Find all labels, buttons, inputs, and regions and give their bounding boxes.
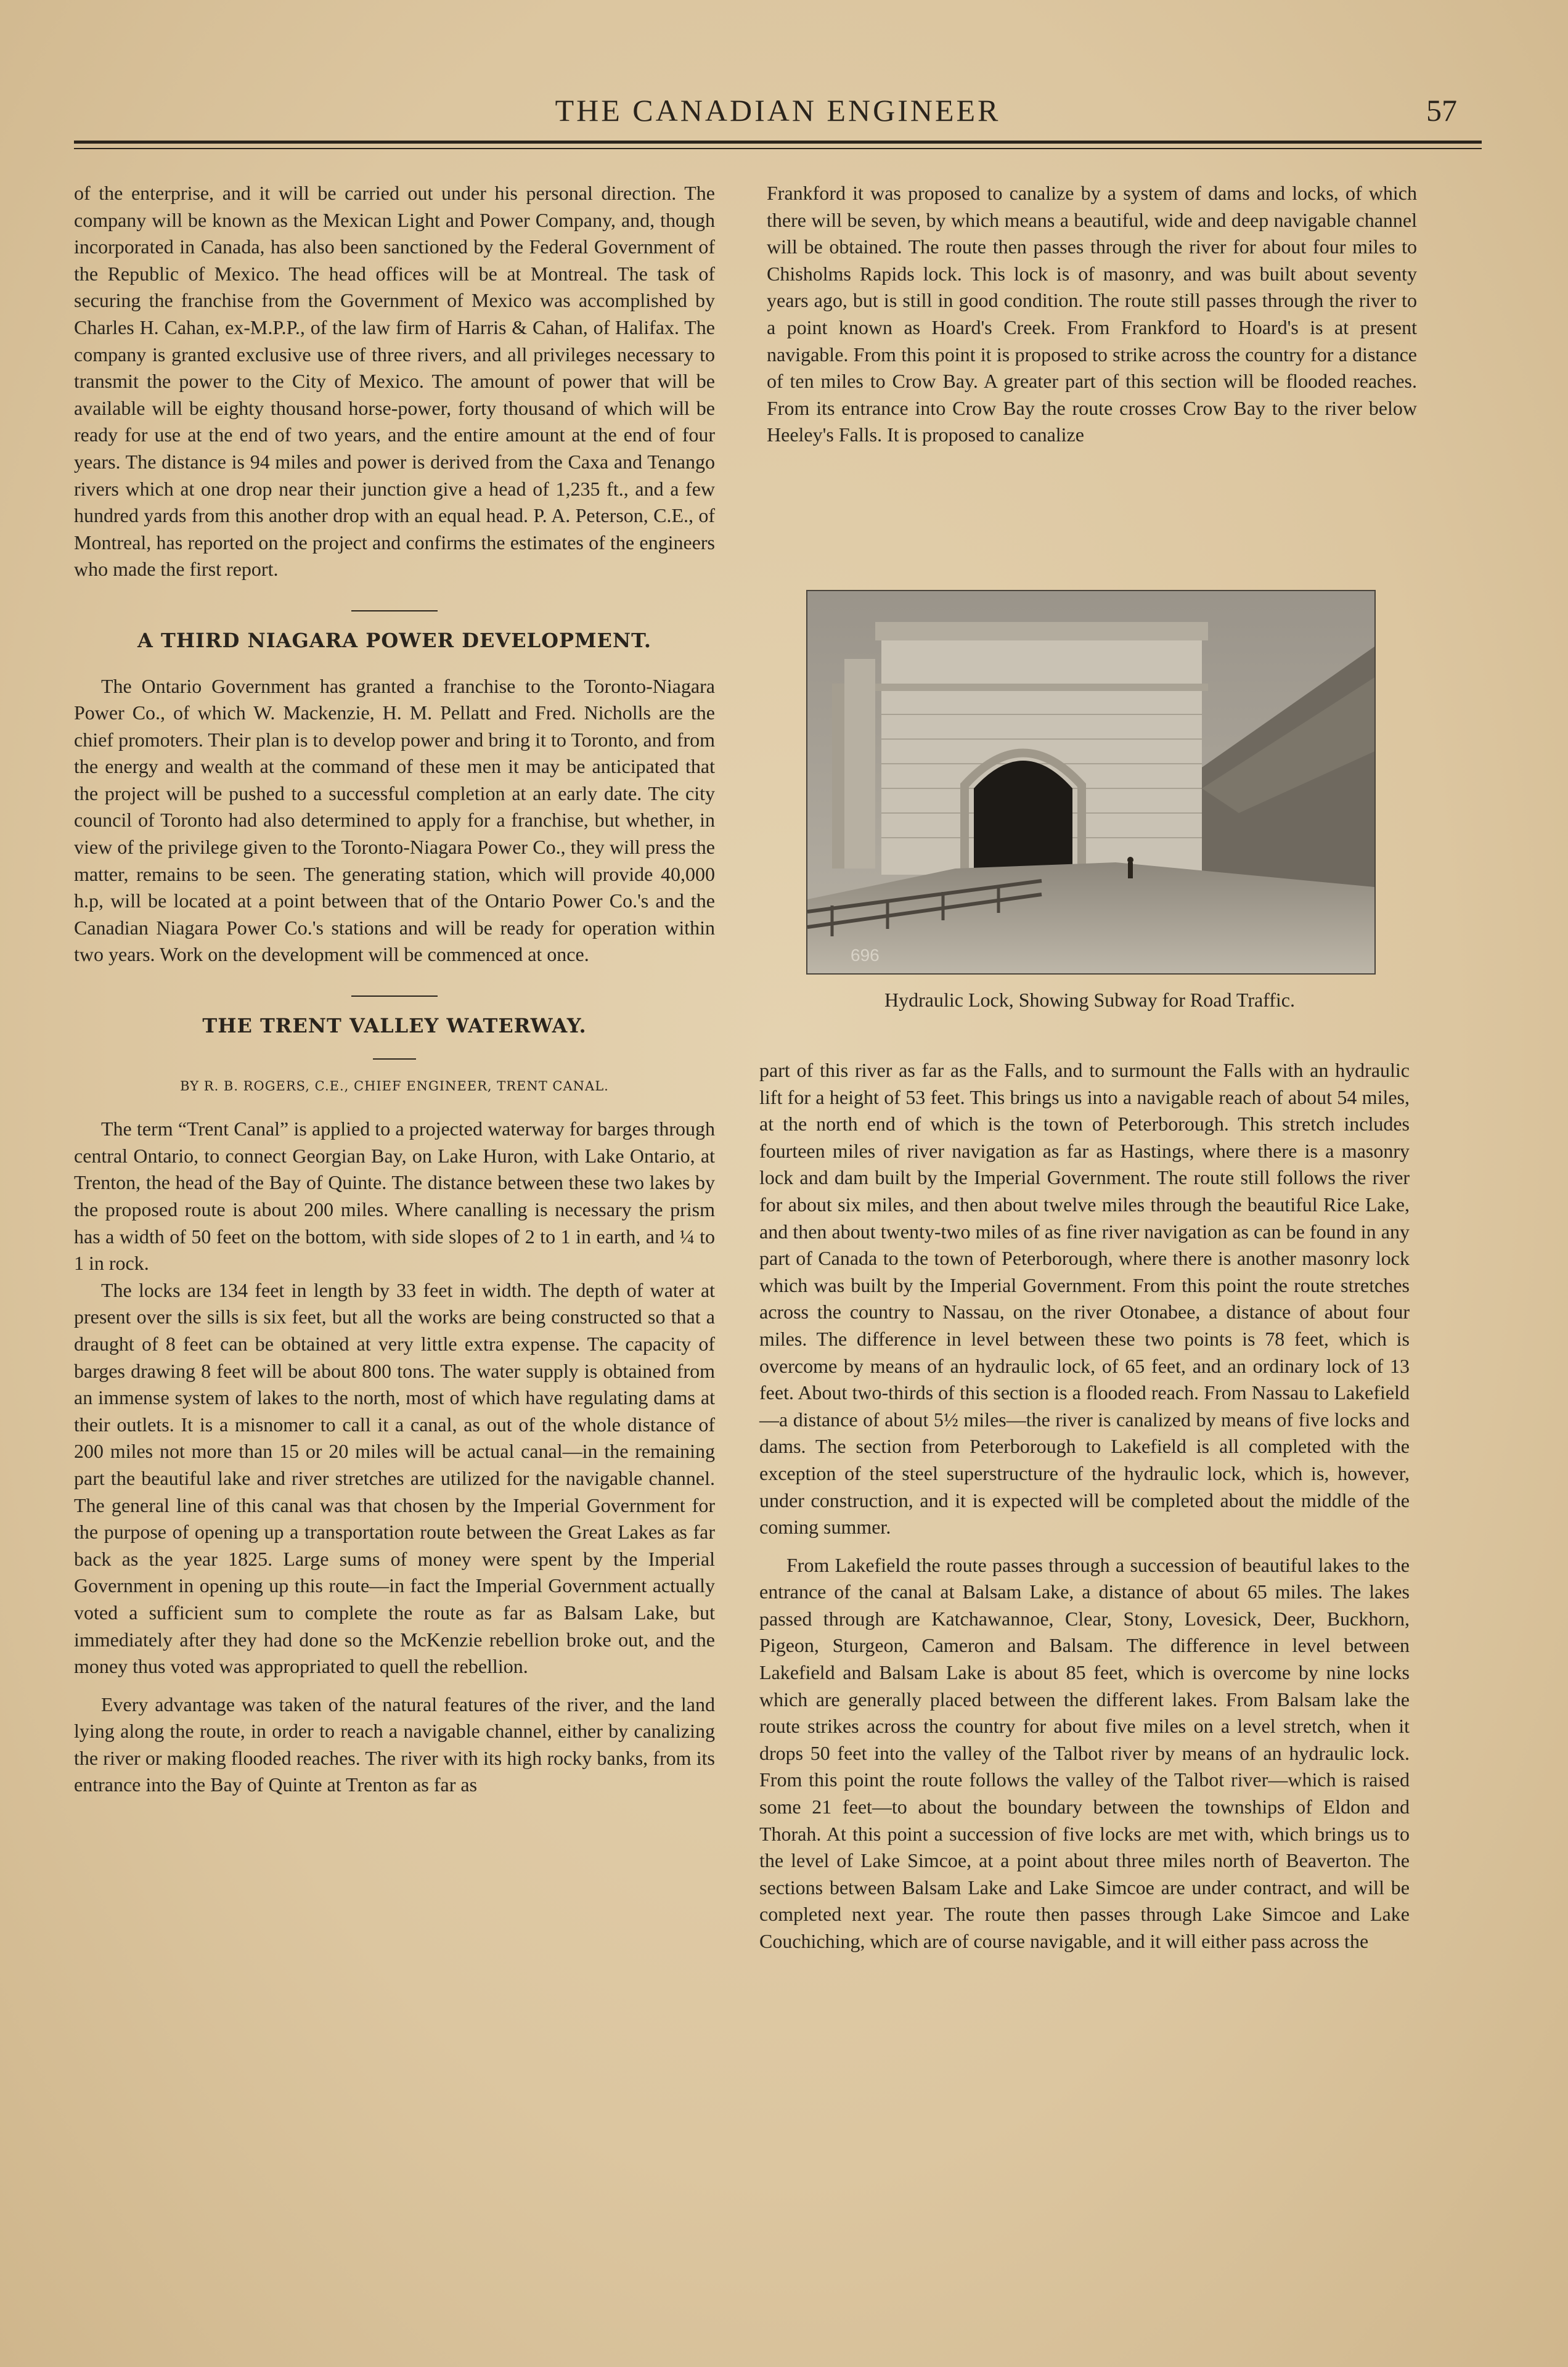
hydraulic-lock-photo [806,590,1376,975]
trent-paragraph-1: The term “Trent Canal” is applied to a projected waterway for barges through central Ontario, to connect Georgian Bay, on Lake Huron, with Lake Ontario, at Trenton, the head of the Bay of Quinte. The distance between these two lakes by the proposed route is about 200 miles. Where canalling is necessary the prism has a width of 50 feet on the bottom, with side slopes of 2 to 1 in earth, and ¼ to 1 in rock. [74,1118,715,1275]
page-number: 57 [1426,93,1457,128]
trent-heading: THE TRENT VALLEY WATERWAY. [202,1014,587,1038]
section-divider [351,610,438,611]
trent-paragraph-3: Every advantage was taken of the natural features of the river, and the land lying along the route, in order to reach a navigable channel, either by canalizing the river or making flooded reaches. The river with its high rocky banks, from its entrance into the Bay of Quinte at Trenton as far as [74,1693,715,1796]
page-header [74,92,1482,142]
publication-title: THE CANADIAN ENGINEER [555,93,1001,128]
niagara-paragraph: The Ontario Government has granted a franchise to the Toronto-Niagara Power Co., of which W. Mackenzie, H. M. Pellatt and Fred. Nicholls are the chief promoters. Their plan is to develop power and bring it to Toronto, and from the energy and wealth at the command of these men it may be anticipated that the project will be pushed to a successful completion at an early date. The city council of Toronto had also determined to apply for a franchise, but whether, in view of the privilege given to the Toronto-Niagara Power Co., they will press the matter, remains to be seen. The generating station, which will provide 40,000 h.p, will be located at a point between that of the Ontario Power Co.'s and the Canadian Niagara Power Co.'s stations and will be ready for operation within two years. Work on the development will be commenced at once. [74,674,715,966]
right-column-bottom [759,1057,1410,1955]
right-column-top [767,180,1417,449]
section-divider [351,995,438,997]
header-rule [74,141,1482,144]
heading-divider [373,1058,416,1060]
frankford-paragraph: Frankford it was proposed to canalize by a system of dams and locks, of which there will be seven, by which means a beautiful, wide and deep navigable channel will be obtained. The route then passes through the river for about four miles to Chisholms Rapids lock. This lock is of masonry, and was built about seventy years ago, but is still in good condition. The route still passes through the river to a point known as Hoard's Creek. From Frankford to Hoard's is at present navigable. From this point it is proposed to strike across the country for a distance of ten miles to Crow Bay. A greater part of this section will be flooded reaches. From its entrance into Crow Bay the route crosses Crow Bay to the river below Heeley's Falls. It is proposed to canalize [767,182,1417,446]
hydraulic-lock-illustration [807,591,1374,973]
left-column [74,180,715,1799]
peterborough-paragraph: part of this river as far as the Falls, and to surmount the Falls with an hydraulic lift for a height of 53 feet. This brings us into a navigable reach of about 54 miles, at the north end of which is the town of Peterborough. This stretch includes fourteen miles of river navigation as far as Hastings, where there is a masonry lock and dam built by the Imperial Government. The route still follows the river for about six miles, and then about twelve miles through the beautiful Rice Lake, and then about twenty-two miles of as fine river navigation as can be found in any part of Canada to the town of Peterborough, where there is another masonry lock which was built by the Imperial Government. From this point the route stretches across the country to Nassau, on the river Otonabee, a distance of about four miles. The difference in level between these two points is 78 feet, which is overcome by means of an hydraulic lock, of 65 feet, and an ordinary lock of 13 feet. About two-thirds of this section is a flooded reach. From Nassau to Lakefield—a distance of about 5½ miles—the river is canalized by means of five locks and dams. The section from Peterborough to Lakefield is all completed with the exception of the steel superstructure of the hydraulic lock, which is, however, under construction, and it is expected will be completed about the middle of the coming summer. [759,1059,1410,1539]
plate-number: 696 [851,946,880,965]
mexican-light-paragraph: of the enterprise, and it will be carried out under his personal direction. The company will be known as the Mexican Light and Power Company, and, though incorporated in Canada, has also been sanctioned by the Federal Government of the Republic of Mexico. The head offices will be at Montreal. The task of securing the franchise from the Government of Mexico was accomplished by Charles H. Cahan, ex-M.P.P., of the law firm of Harris & Cahan, of Halifax. The company is granted exclusive use of three rivers, and all privileges necessary to transmit the power to the City of Mexico. The amount of power that will be available will be eighty thousand horse-power, forty thousand of which will be ready for use at the end of two years, and the entire amount at the end of four years. The distance is 94 miles and power is derived from the Caxa and Tenango rivers which at one drop near their junction give a head of 1,235 ft., and a few hundred yards from this another drop with an equal head. P. A. Peterson, C.E., of Montreal, has reported on the project and confirms the estimates of the engineers who made the first report. [74,182,715,581]
photo-caption: Hydraulic Lock, Showing Subway for Road Traffic. [884,989,1295,1011]
lakefield-paragraph: From Lakefield the route passes through a succession of beautiful lakes to the entrance of the canal at Balsam Lake, a distance of about 65 miles. The lakes passed through are Katchawannoe, Clear, Stony, Lovesick, Deer, Buckhorn, Pigeon, Sturgeon, Cameron and Balsam. The difference in level between Lakefield and Balsam Lake is about 85 feet, which is overcome by nine locks which are generally placed between the different lakes. From Balsam lake the route strikes across the country for about five miles on a level stretch, when it drops 50 feet into the valley of the Talbot river by means of an hydraulic lock. From this point the route follows the valley of the Talbot river—which is raised some 21 feet—to about the boundary between the townships of Eldon and Thorah. At this point a succession of five locks are met with, which brings us to the level of Lake Simcoe, at a point about three miles north of Beaverton. The sections between Balsam Lake and Lake Simcoe are under contract, and will be completed next year. The route then passes through Lake Simcoe and Lake Couchiching, which are of course navigable, and it will either pass across the [759,1553,1410,1952]
trent-byline: BY R. B. ROGERS, C.E., CHIEF ENGINEER, TRENT CANAL. [180,1078,609,1094]
niagara-heading: A THIRD NIAGARA POWER DEVELOPMENT. [137,628,651,652]
header-rule-thin [74,148,1482,149]
trent-paragraph-2: The locks are 134 feet in length by 33 feet in width. The depth of water at present over the sills is six feet, but all the works are being constructed so that a draught of 8 feet can be obtained at very little extra expense. The capacity of barges drawing 8 feet will be about 800 tons. The water supply is obtained from an immense system of lakes to the north, most of which have regulating dams at their outlets. It is a misnomer to call it a canal, as out of the whole distance of 200 miles not more than 15 or 20 miles will be actual canal—in the remaining part the beautiful lake and river stretches are utilized for the navigable channel. The general line of this canal was that chosen by the Imperial Government for the purpose of opening up a transportation route between the Great Lakes as far back as the year 1825. Large sums of money were spent by the Imperial Government in opening up this route—in fact the Imperial Government actually voted a sufficient sum to complete the route as far as Balsam Lake, but immediately after they had done so the McKenzie rebellion broke out, and the money thus voted was appropriated to quell the rebellion. [74,1278,715,1678]
